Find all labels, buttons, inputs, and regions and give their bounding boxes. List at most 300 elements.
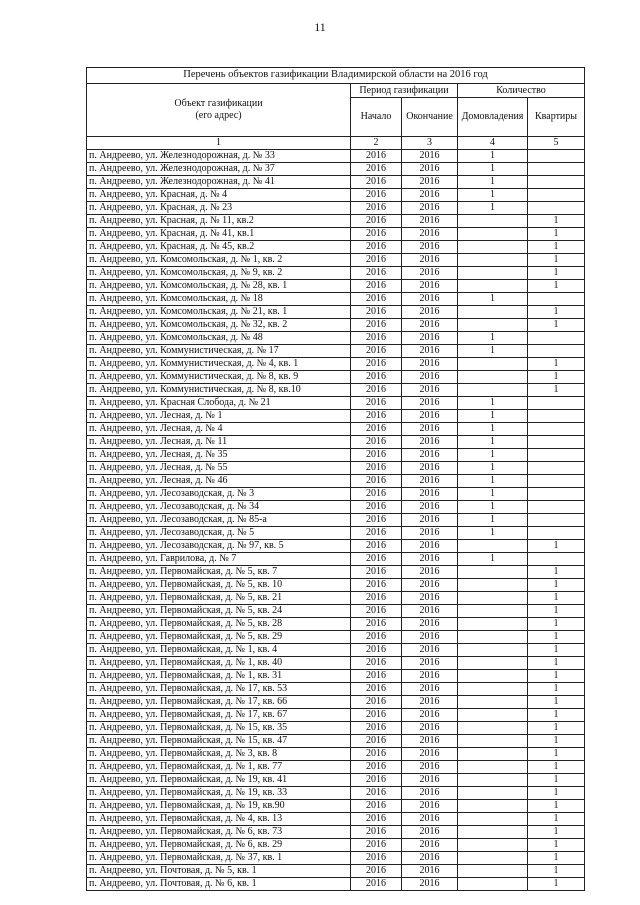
end-year-cell: 2016 <box>402 787 458 800</box>
address-cell: п. Андреево, ул. Железнодорожная, д. № 37 <box>87 163 351 176</box>
address-cell: п. Андреево, ул. Первомайская, д. № 6, кв. 29 <box>87 839 351 852</box>
address-cell: п. Андреево, ул. Лесная, д. № 55 <box>87 462 351 475</box>
address-cell: п. Андреево, ул. Красная, д. № 41, кв.1 <box>87 228 351 241</box>
address-cell: п. Андреево, ул. Коммунистическая, д. № 8, кв. 9 <box>87 371 351 384</box>
apartments-cell: 1 <box>528 371 585 384</box>
table-row <box>87 345 585 358</box>
households-cell: 1 <box>458 514 528 527</box>
apartments-cell <box>528 410 585 423</box>
apartments-cell: 1 <box>528 800 585 813</box>
apartments-cell: 1 <box>528 592 585 605</box>
apartments-cell: 1 <box>528 722 585 735</box>
page-number: 11 <box>314 20 326 34</box>
address-cell: п. Андреево, ул. Лесозаводская, д. № 3 <box>87 488 351 501</box>
start-year-cell: 2016 <box>351 878 402 891</box>
households-cell <box>458 280 528 293</box>
end-year-cell: 2016 <box>402 462 458 475</box>
households-cell <box>458 748 528 761</box>
object-header <box>87 84 351 137</box>
table-row <box>87 592 585 605</box>
apartments-cell <box>528 527 585 540</box>
address-cell: п. Андреево, ул. Первомайская, д. № 1, кв. 77 <box>87 761 351 774</box>
address-cell: п. Андреево, ул. Первомайская, д. № 6, кв. 73 <box>87 826 351 839</box>
object-header-line1: Объект газификации <box>174 97 263 109</box>
households-cell <box>458 787 528 800</box>
start-year-cell: 2016 <box>351 423 402 436</box>
households-cell: 1 <box>458 163 528 176</box>
end-year-cell: 2016 <box>402 800 458 813</box>
end-year-cell: 2016 <box>402 683 458 696</box>
table-row <box>87 267 585 280</box>
apartments-cell <box>528 163 585 176</box>
table-row <box>87 865 585 878</box>
table-row <box>87 241 585 254</box>
households-cell <box>458 618 528 631</box>
households-cell <box>458 696 528 709</box>
start-year-cell: 2016 <box>351 358 402 371</box>
end-year-cell: 2016 <box>402 722 458 735</box>
start-year-cell: 2016 <box>351 202 402 215</box>
address-cell: п. Андреево, ул. Красная, д. № 11, кв.2 <box>87 215 351 228</box>
apartments-cell: 1 <box>528 735 585 748</box>
table-row <box>87 527 585 540</box>
households-cell <box>458 228 528 241</box>
start-year-cell: 2016 <box>351 410 402 423</box>
address-cell: п. Андреево, ул. Комсомольская, д. № 28, кв. 1 <box>87 280 351 293</box>
end-year-cell: 2016 <box>402 449 458 462</box>
end-year-cell: 2016 <box>402 254 458 267</box>
table-row <box>87 501 585 514</box>
end-year-cell: 2016 <box>402 774 458 787</box>
apartments-cell <box>528 449 585 462</box>
address-cell: п. Андреево, ул. Красная, д. № 45, кв.2 <box>87 241 351 254</box>
address-cell: п. Андреево, ул. Первомайская, д. № 19, кв. 41 <box>87 774 351 787</box>
address-cell: п. Андреево, ул. Железнодорожная, д. № 41 <box>87 176 351 189</box>
start-year-cell: 2016 <box>351 254 402 267</box>
households-cell <box>458 631 528 644</box>
apartments-cell: 1 <box>528 774 585 787</box>
address-cell: п. Андреево, ул. Красная Слобода, д. № 21 <box>87 397 351 410</box>
address-cell: п. Андреево, ул. Коммунистическая, д. № 17 <box>87 345 351 358</box>
apartments-cell: 1 <box>528 566 585 579</box>
start-year-cell: 2016 <box>351 449 402 462</box>
address-cell: п. Андреево, ул. Первомайская, д. № 19, кв.90 <box>87 800 351 813</box>
households-cell: 1 <box>458 345 528 358</box>
start-year-cell: 2016 <box>351 748 402 761</box>
start-year-cell: 2016 <box>351 592 402 605</box>
start-year-cell: 2016 <box>351 696 402 709</box>
column-number: 5 <box>528 137 585 150</box>
households-cell: 1 <box>458 527 528 540</box>
address-cell: п. Андреево, ул. Комсомольская, д. № 1, кв. 2 <box>87 254 351 267</box>
start-year-cell: 2016 <box>351 722 402 735</box>
address-cell: п. Андреево, ул. Комсомольская, д. № 21, кв. 1 <box>87 306 351 319</box>
address-cell: п. Андреево, ул. Лесозаводская, д. № 85-а <box>87 514 351 527</box>
table-row <box>87 384 585 397</box>
end-year-cell: 2016 <box>402 748 458 761</box>
households-cell <box>458 722 528 735</box>
start-year-cell: 2016 <box>351 280 402 293</box>
start-year-cell: 2016 <box>351 566 402 579</box>
households-cell <box>458 709 528 722</box>
end-year-cell: 2016 <box>402 475 458 488</box>
households-cell <box>458 579 528 592</box>
apartments-cell: 1 <box>528 631 585 644</box>
start-year-cell: 2016 <box>351 865 402 878</box>
table-row <box>87 150 585 163</box>
apartments-cell <box>528 423 585 436</box>
start-year-cell: 2016 <box>351 215 402 228</box>
households-cell <box>458 540 528 553</box>
start-year-cell: 2016 <box>351 371 402 384</box>
end-year-cell: 2016 <box>402 709 458 722</box>
column-numbers-row <box>87 137 585 150</box>
apartments-cell <box>528 553 585 566</box>
address-cell: п. Андреево, ул. Первомайская, д. № 15, кв. 35 <box>87 722 351 735</box>
households-cell <box>458 267 528 280</box>
table-row <box>87 852 585 865</box>
start-year-cell: 2016 <box>351 761 402 774</box>
column-number: 1 <box>87 137 351 150</box>
households-cell: 1 <box>458 189 528 202</box>
apartments-cell: 1 <box>528 319 585 332</box>
start-year-cell: 2016 <box>351 345 402 358</box>
households-cell: 1 <box>458 332 528 345</box>
table-row <box>87 397 585 410</box>
end-year-cell: 2016 <box>402 735 458 748</box>
households-cell: 1 <box>458 293 528 306</box>
end-year-cell: 2016 <box>402 267 458 280</box>
apartments-cell: 1 <box>528 813 585 826</box>
end-year-cell: 2016 <box>402 670 458 683</box>
apartments-cell: 1 <box>528 826 585 839</box>
start-year-cell: 2016 <box>351 839 402 852</box>
start-year-cell: 2016 <box>351 150 402 163</box>
end-year-cell: 2016 <box>402 189 458 202</box>
households-cell: 1 <box>458 176 528 189</box>
address-cell: п. Андреево, ул. Комсомольская, д. № 48 <box>87 332 351 345</box>
households-cell <box>458 657 528 670</box>
start-year-cell: 2016 <box>351 514 402 527</box>
table-row <box>87 540 585 553</box>
address-cell: п. Андреево, ул. Лесозаводская, д. № 34 <box>87 501 351 514</box>
end-year-cell: 2016 <box>402 293 458 306</box>
table-row <box>87 488 585 501</box>
apartments-cell <box>528 397 585 410</box>
apartments-cell <box>528 189 585 202</box>
end-year-cell: 2016 <box>402 566 458 579</box>
end-year-cell: 2016 <box>402 618 458 631</box>
end-year-cell: 2016 <box>402 319 458 332</box>
table-row <box>87 787 585 800</box>
apartments-cell: 1 <box>528 878 585 891</box>
start-year-cell: 2016 <box>351 683 402 696</box>
address-cell: п. Андреево, ул. Лесная, д. № 46 <box>87 475 351 488</box>
address-cell: п. Андреево, ул. Красная, д. № 23 <box>87 202 351 215</box>
end-year-cell: 2016 <box>402 579 458 592</box>
address-cell: п. Андреево, ул. Железнодорожная, д. № 33 <box>87 150 351 163</box>
end-year-cell: 2016 <box>402 813 458 826</box>
apartments-cell: 1 <box>528 540 585 553</box>
table-row <box>87 436 585 449</box>
households-cell <box>458 735 528 748</box>
end-year-cell: 2016 <box>402 215 458 228</box>
address-cell: п. Андреево, ул. Комсомольская, д. № 32, кв. 2 <box>87 319 351 332</box>
apartments-cell <box>528 202 585 215</box>
start-year-cell: 2016 <box>351 709 402 722</box>
table-row <box>87 215 585 228</box>
end-year-cell: 2016 <box>402 761 458 774</box>
end-year-cell: 2016 <box>402 228 458 241</box>
table-row <box>87 722 585 735</box>
address-cell: п. Андреево, ул. Комсомольская, д. № 9, кв. 2 <box>87 267 351 280</box>
address-cell: п. Андреево, ул. Первомайская, д. № 37, кв. 1 <box>87 852 351 865</box>
address-cell: п. Андреево, ул. Первомайская, д. № 3, кв. 8 <box>87 748 351 761</box>
table-row <box>87 228 585 241</box>
end-year-cell: 2016 <box>402 878 458 891</box>
table-row <box>87 618 585 631</box>
households-cell: 1 <box>458 423 528 436</box>
apartments-cell: 1 <box>528 852 585 865</box>
table-row <box>87 878 585 891</box>
start-year-cell: 2016 <box>351 852 402 865</box>
households-cell: 1 <box>458 150 528 163</box>
households-cell <box>458 605 528 618</box>
end-year-cell: 2016 <box>402 176 458 189</box>
address-cell: п. Андреево, ул. Лесная, д. № 4 <box>87 423 351 436</box>
table-row <box>87 657 585 670</box>
apartments-cell <box>528 436 585 449</box>
table-row <box>87 553 585 566</box>
apartments-cell: 1 <box>528 787 585 800</box>
table-row <box>87 813 585 826</box>
table-row <box>87 631 585 644</box>
table-row <box>87 176 585 189</box>
end-header: Окончание <box>402 98 458 137</box>
households-cell: 1 <box>458 475 528 488</box>
start-year-cell: 2016 <box>351 462 402 475</box>
households-cell: 1 <box>458 397 528 410</box>
households-cell <box>458 826 528 839</box>
apartments-cell: 1 <box>528 696 585 709</box>
end-year-cell: 2016 <box>402 488 458 501</box>
table-row <box>87 670 585 683</box>
address-cell: п. Андреево, ул. Лесозаводская, д. № 5 <box>87 527 351 540</box>
end-year-cell: 2016 <box>402 657 458 670</box>
start-year-cell: 2016 <box>351 397 402 410</box>
table-body <box>87 150 585 891</box>
start-year-cell: 2016 <box>351 553 402 566</box>
address-cell: п. Андреево, ул. Почтовая, д. № 5, кв. 1 <box>87 865 351 878</box>
start-year-cell: 2016 <box>351 618 402 631</box>
address-cell: п. Андреево, ул. Первомайская, д. № 4, кв. 13 <box>87 813 351 826</box>
households-cell <box>458 670 528 683</box>
households-cell <box>458 761 528 774</box>
households-cell <box>458 683 528 696</box>
start-year-cell: 2016 <box>351 670 402 683</box>
end-year-cell: 2016 <box>402 358 458 371</box>
households-cell <box>458 358 528 371</box>
households-cell <box>458 878 528 891</box>
end-year-cell: 2016 <box>402 436 458 449</box>
households-cell: 1 <box>458 410 528 423</box>
table-row <box>87 423 585 436</box>
end-year-cell: 2016 <box>402 644 458 657</box>
households-cell <box>458 800 528 813</box>
start-year-cell: 2016 <box>351 332 402 345</box>
address-cell: п. Андреево, ул. Первомайская, д. № 17, кв. 66 <box>87 696 351 709</box>
apartments-cell <box>528 345 585 358</box>
table-row <box>87 462 585 475</box>
households-cell <box>458 592 528 605</box>
end-year-cell: 2016 <box>402 332 458 345</box>
table-row <box>87 579 585 592</box>
start-year-cell: 2016 <box>351 189 402 202</box>
table-row <box>87 358 585 371</box>
address-cell: п. Андреево, ул. Комсомольская, д. № 18 <box>87 293 351 306</box>
table-row <box>87 761 585 774</box>
households-cell <box>458 566 528 579</box>
apartments-cell <box>528 176 585 189</box>
table-row <box>87 683 585 696</box>
end-year-cell: 2016 <box>402 202 458 215</box>
apartments-cell: 1 <box>528 605 585 618</box>
apartments-cell: 1 <box>528 384 585 397</box>
address-cell: п. Андреево, ул. Первомайская, д. № 5, кв. 28 <box>87 618 351 631</box>
apartments-cell: 1 <box>528 579 585 592</box>
end-year-cell: 2016 <box>402 527 458 540</box>
table-row <box>87 735 585 748</box>
table-row <box>87 644 585 657</box>
households-cell <box>458 644 528 657</box>
households-cell <box>458 371 528 384</box>
address-cell: п. Андреево, ул. Гаврилова, д. № 7 <box>87 553 351 566</box>
apartments-cell: 1 <box>528 683 585 696</box>
table-row <box>87 163 585 176</box>
apartments-cell <box>528 514 585 527</box>
table-row <box>87 371 585 384</box>
start-year-cell: 2016 <box>351 163 402 176</box>
quantity-header: Количество <box>458 84 585 98</box>
table-row <box>87 605 585 618</box>
table-row <box>87 566 585 579</box>
end-year-cell: 2016 <box>402 540 458 553</box>
end-year-cell: 2016 <box>402 397 458 410</box>
start-year-cell: 2016 <box>351 540 402 553</box>
address-cell: п. Андреево, ул. Первомайская, д. № 17, кв. 67 <box>87 709 351 722</box>
households-cell <box>458 319 528 332</box>
apartments-cell: 1 <box>528 280 585 293</box>
table-row <box>87 410 585 423</box>
table-row <box>87 189 585 202</box>
apartments-header: Квартиры <box>528 98 585 137</box>
end-year-cell: 2016 <box>402 514 458 527</box>
end-year-cell: 2016 <box>402 865 458 878</box>
start-year-cell: 2016 <box>351 527 402 540</box>
end-year-cell: 2016 <box>402 501 458 514</box>
end-year-cell: 2016 <box>402 241 458 254</box>
apartments-cell: 1 <box>528 241 585 254</box>
start-year-cell: 2016 <box>351 306 402 319</box>
households-cell <box>458 241 528 254</box>
table-row <box>87 306 585 319</box>
apartments-cell: 1 <box>528 865 585 878</box>
households-header: Домовладения <box>458 98 528 137</box>
start-year-cell: 2016 <box>351 241 402 254</box>
address-cell: п. Андреево, ул. Первомайская, д. № 15, кв. 47 <box>87 735 351 748</box>
households-cell <box>458 384 528 397</box>
apartments-cell: 1 <box>528 670 585 683</box>
column-number: 4 <box>458 137 528 150</box>
start-year-cell: 2016 <box>351 631 402 644</box>
end-year-cell: 2016 <box>402 371 458 384</box>
end-year-cell: 2016 <box>402 150 458 163</box>
address-cell: п. Андреево, ул. Первомайская, д. № 1, кв. 40 <box>87 657 351 670</box>
end-year-cell: 2016 <box>402 280 458 293</box>
apartments-cell: 1 <box>528 215 585 228</box>
end-year-cell: 2016 <box>402 852 458 865</box>
end-year-cell: 2016 <box>402 423 458 436</box>
address-cell: п. Андреево, ул. Первомайская, д. № 17, кв. 53 <box>87 683 351 696</box>
end-year-cell: 2016 <box>402 553 458 566</box>
start-year-cell: 2016 <box>351 800 402 813</box>
table-row <box>87 202 585 215</box>
apartments-cell: 1 <box>528 761 585 774</box>
table-row <box>87 709 585 722</box>
start-year-cell: 2016 <box>351 319 402 332</box>
households-cell <box>458 215 528 228</box>
end-year-cell: 2016 <box>402 306 458 319</box>
gasification-table <box>86 67 585 891</box>
table-row <box>87 319 585 332</box>
address-cell: п. Андреево, ул. Первомайская, д. № 1, кв. 4 <box>87 644 351 657</box>
start-year-cell: 2016 <box>351 579 402 592</box>
address-cell: п. Андреево, ул. Коммунистическая, д. № 8, кв.10 <box>87 384 351 397</box>
start-year-cell: 2016 <box>351 293 402 306</box>
table-row <box>87 839 585 852</box>
start-year-cell: 2016 <box>351 436 402 449</box>
address-cell: п. Андреево, ул. Первомайская, д. № 5, кв. 10 <box>87 579 351 592</box>
households-cell <box>458 306 528 319</box>
apartments-cell: 1 <box>528 657 585 670</box>
start-year-cell: 2016 <box>351 488 402 501</box>
apartments-cell <box>528 475 585 488</box>
apartments-cell: 1 <box>528 228 585 241</box>
address-cell: п. Андреево, ул. Лесная, д. № 1 <box>87 410 351 423</box>
end-year-cell: 2016 <box>402 631 458 644</box>
end-year-cell: 2016 <box>402 592 458 605</box>
table-row <box>87 449 585 462</box>
period-header: Период газификации <box>351 84 458 98</box>
end-year-cell: 2016 <box>402 605 458 618</box>
start-year-cell: 2016 <box>351 267 402 280</box>
table-row <box>87 293 585 306</box>
table-row <box>87 254 585 267</box>
apartments-cell <box>528 150 585 163</box>
households-cell: 1 <box>458 462 528 475</box>
end-year-cell: 2016 <box>402 826 458 839</box>
table-row <box>87 800 585 813</box>
apartments-cell: 1 <box>528 839 585 852</box>
households-cell <box>458 839 528 852</box>
table-row <box>87 748 585 761</box>
end-year-cell: 2016 <box>402 410 458 423</box>
address-cell: п. Андреево, ул. Первомайская, д. № 5, кв. 21 <box>87 592 351 605</box>
start-year-cell: 2016 <box>351 384 402 397</box>
apartments-cell <box>528 332 585 345</box>
table-row <box>87 514 585 527</box>
apartments-cell: 1 <box>528 254 585 267</box>
